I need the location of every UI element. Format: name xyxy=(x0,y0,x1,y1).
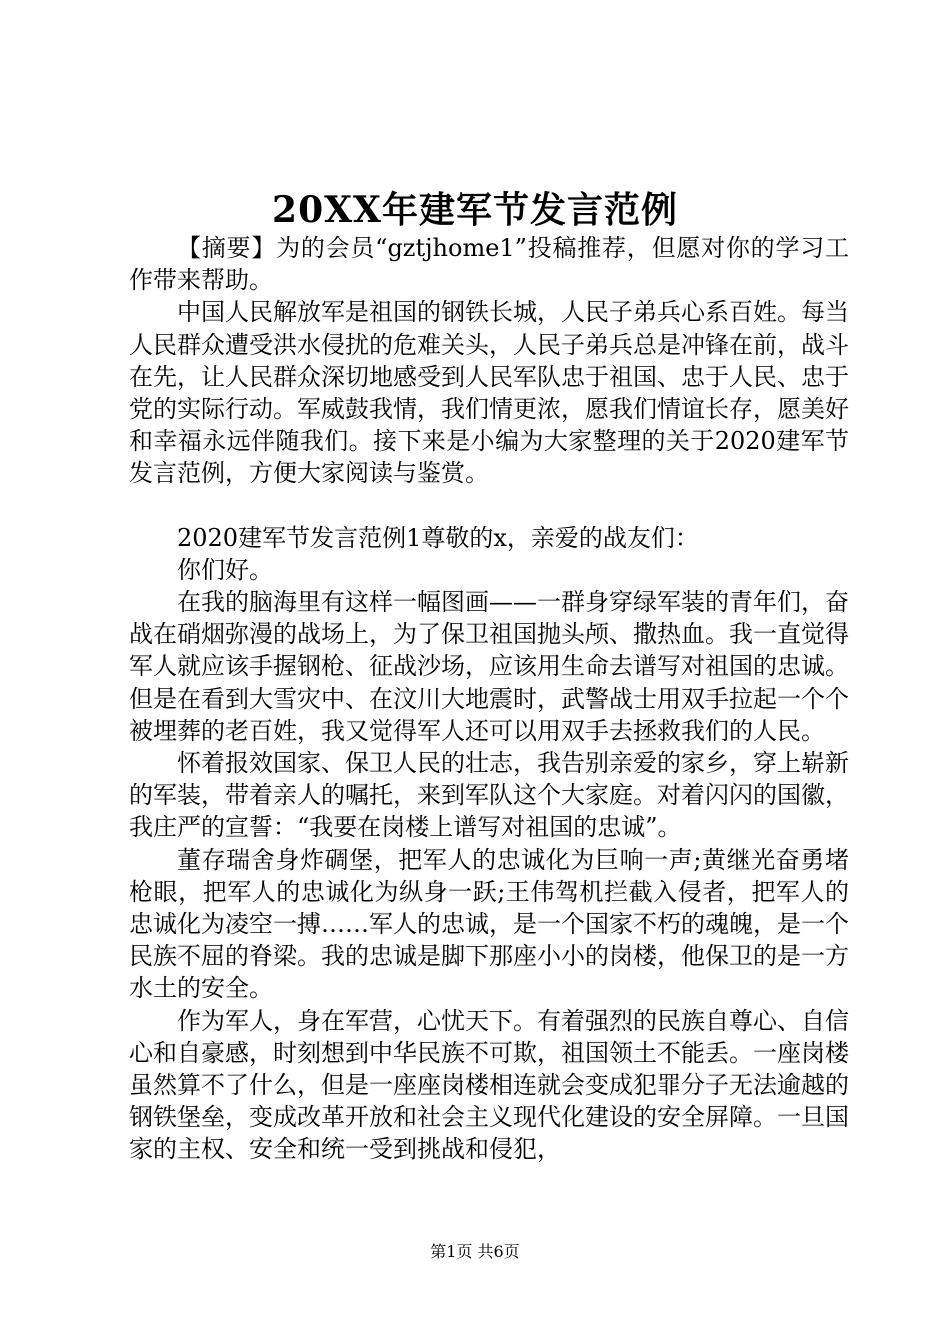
greeting-paragraph: 你们好。 xyxy=(177,555,273,584)
abstract-paragraph: 【摘要】为的会员“gztjhome1”投稿推荐，但愿对你的学习工作带来帮助。 xyxy=(129,234,849,295)
body-paragraph: 董存瑞舍身炸碉堡，把军人的忠诚化为巨响一声;黄继光奋勇堵枪眼，把军人的忠诚化为纵身一跃;王伟驾机拦截入侵者，把军人的忠诚化为凌空一搏……军人的忠诚，是一个国家不朽的魂魄，是一个民族不屈的脊梁。我的忠诚是脚下那座小小的岗楼，他保卫的是一方水土的安全。 xyxy=(129,845,849,1003)
page-number-footer: 第1页 共6页 xyxy=(430,1242,520,1261)
document-title: 20XX年建军节发言范例 xyxy=(272,189,678,231)
speech-heading-paragraph: 2020建军节发言范例1尊敬的x，亲爱的战友们： xyxy=(177,523,699,552)
intro-paragraph: 中国人民解放军是祖国的钢铁长城，人民子弟兵心系百姓。每当人民群众遭受洪水侵扰的危难关头，人民子弟兵总是冲锋在前，战斗在先，让人民群众深切地感受到人民军队忠于祖国、忠于人民、忠于党的实际行动。军威鼓我情，我们情更浓，愿我们情谊长存，愿美好和幸福永远伴随我们。接下来是小编为大家整理的关于2020建军节发言范例，方便大家阅读与鉴赏。 xyxy=(129,298,849,488)
document-body xyxy=(129,232,849,1166)
body-paragraph: 作为军人，身在军营，心忧天下。有着强烈的民族自尊心、自信心和自豪感，时刻想到中华民族不可欺，祖国领土不能丢。一座岗楼虽然算不了什么，但是一座座岗楼相连就会变成犯罪分子无法逾越的钢铁堡垒，变成改革开放和社会主义现代化建设的安全屏障。一旦国家的主权、安全和统一受到挑战和侵犯， xyxy=(129,1006,849,1164)
body-paragraph: 怀着报效国家、保卫人民的壮志，我告别亲爱的家乡，穿上崭新的军装，带着亲人的嘱托，来到军队这个大家庭。对着闪闪的国徽，我庄严的宣誓：“我要在岗楼上谱写对祖国的忠诚”。 xyxy=(129,749,849,842)
body-paragraph: 在我的脑海里有这样一幅图画——一群身穿绿军装的青年们，奋战在硝烟弥漫的战场上，为了保卫祖国抛头颅、撒热血。我一直觉得军人就应该手握钢枪、征战沙场，应该用生命去谱写对祖国的忠诚。但是在看到大雪灾中、在汶川大地震时，武警战士用双手拉起一个个被埋葬的老百姓，我又觉得军人还可以用双手去拯救我们的人民。 xyxy=(129,588,849,745)
